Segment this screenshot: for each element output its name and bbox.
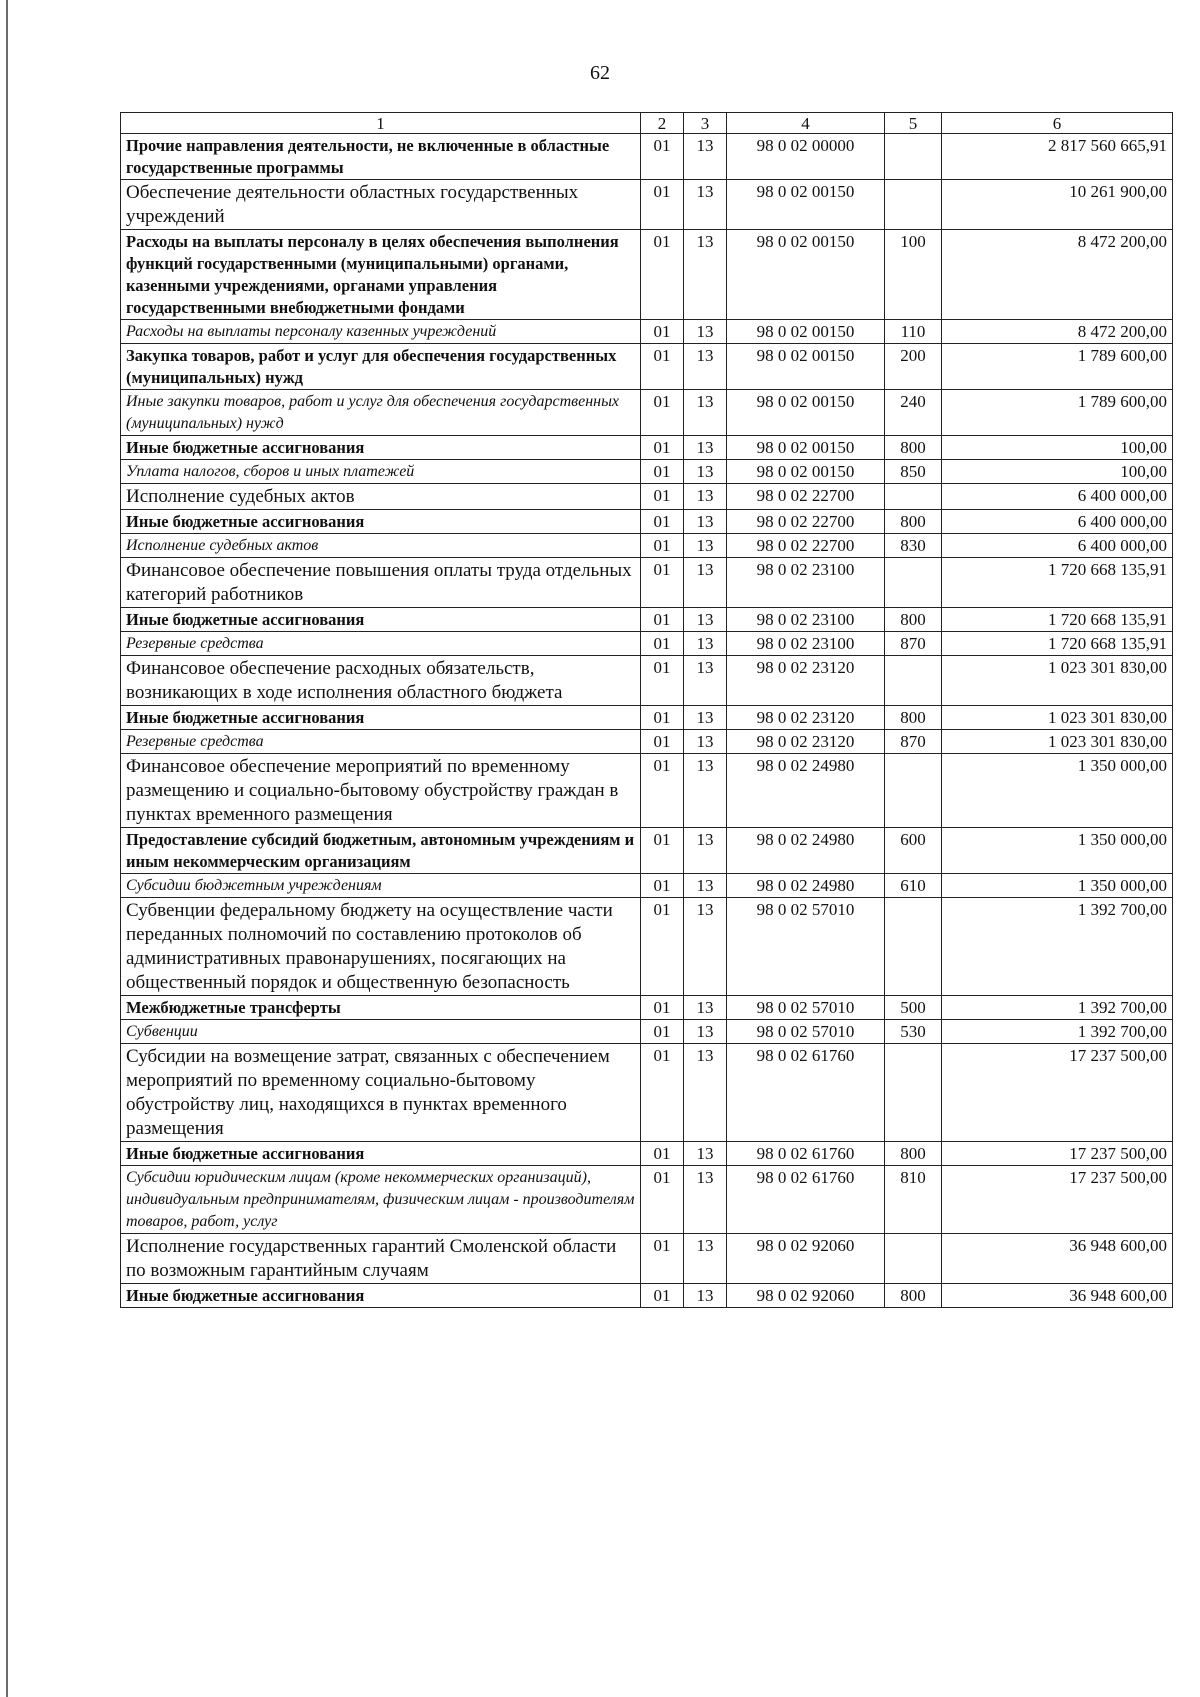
expense-type-cell: 600	[885, 828, 942, 874]
table-row	[121, 1284, 1173, 1308]
section-code-cell: 01	[641, 320, 684, 344]
subsection-code-cell: 13	[684, 230, 727, 320]
expense-type-cell	[885, 754, 942, 828]
expense-type-cell: 110	[885, 320, 942, 344]
expense-type-cell	[885, 484, 942, 510]
subsection-code-cell: 13	[684, 534, 727, 558]
header-col-6: 6	[942, 113, 1173, 134]
target-article-cell: 98 0 02 23100	[727, 632, 885, 656]
expense-type-cell: 800	[885, 510, 942, 534]
row-name-cell: Расходы на выплаты персоналу в целях обеспечения выполнения функций государственными (муниципальными) органами, казенными учреждениями, органами управления государственными внебюджетными фондами	[121, 230, 641, 320]
subsection-code-cell: 13	[684, 460, 727, 484]
section-code-cell: 01	[641, 1020, 684, 1044]
expense-type-cell	[885, 180, 942, 230]
target-article-cell: 98 0 02 00150	[727, 230, 885, 320]
amount-cell: 1 023 301 830,00	[942, 730, 1173, 754]
amount-cell: 1 720 668 135,91	[942, 558, 1173, 608]
table-row	[121, 706, 1173, 730]
amount-cell: 8 472 200,00	[942, 230, 1173, 320]
subsection-code-cell: 13	[684, 754, 727, 828]
table-row	[121, 656, 1173, 706]
target-article-cell: 98 0 02 24980	[727, 754, 885, 828]
section-code-cell: 01	[641, 898, 684, 996]
table-row	[121, 534, 1173, 558]
target-article-cell: 98 0 02 23100	[727, 608, 885, 632]
section-code-cell: 01	[641, 344, 684, 390]
table-row	[121, 1142, 1173, 1166]
target-article-cell: 98 0 02 57010	[727, 898, 885, 996]
section-code-cell: 01	[641, 1284, 684, 1308]
subsection-code-cell: 13	[684, 558, 727, 608]
table-row	[121, 320, 1173, 344]
table-row	[121, 754, 1173, 828]
amount-cell: 36 948 600,00	[942, 1284, 1173, 1308]
section-code-cell: 01	[641, 874, 684, 898]
target-article-cell: 98 0 02 92060	[727, 1234, 885, 1284]
amount-cell: 1 023 301 830,00	[942, 706, 1173, 730]
section-code-cell: 01	[641, 1166, 684, 1234]
target-article-cell: 98 0 02 57010	[727, 996, 885, 1020]
amount-cell: 36 948 600,00	[942, 1234, 1173, 1284]
target-article-cell: 98 0 02 00150	[727, 180, 885, 230]
amount-cell: 1 789 600,00	[942, 390, 1173, 436]
amount-cell: 100,00	[942, 436, 1173, 460]
amount-cell: 17 237 500,00	[942, 1044, 1173, 1142]
table-row	[121, 1044, 1173, 1142]
scan-edge-line	[6, 0, 8, 1697]
expense-type-cell: 800	[885, 1284, 942, 1308]
amount-cell: 1 023 301 830,00	[942, 656, 1173, 706]
table-row	[121, 460, 1173, 484]
amount-cell: 1 720 668 135,91	[942, 608, 1173, 632]
header-col-5: 5	[885, 113, 942, 134]
expense-type-cell: 810	[885, 1166, 942, 1234]
target-article-cell: 98 0 02 22700	[727, 510, 885, 534]
row-name-cell: Финансовое обеспечение мероприятий по временному размещению и социально-бытовому обустройству граждан в пунктах временного размещения	[121, 754, 641, 828]
amount-cell: 1 350 000,00	[942, 754, 1173, 828]
header-col-2: 2	[641, 113, 684, 134]
subsection-code-cell: 13	[684, 1020, 727, 1044]
amount-cell: 1 720 668 135,91	[942, 632, 1173, 656]
row-name-cell: Уплата налогов, сборов и иных платежей	[121, 460, 641, 484]
amount-cell: 1 789 600,00	[942, 344, 1173, 390]
table-row	[121, 828, 1173, 874]
table-row	[121, 1234, 1173, 1284]
amount-cell: 10 261 900,00	[942, 180, 1173, 230]
row-name-cell: Исполнение государственных гарантий Смоленской области по возможным гарантийным случаям	[121, 1234, 641, 1284]
expense-type-cell: 530	[885, 1020, 942, 1044]
section-code-cell: 01	[641, 828, 684, 874]
section-code-cell: 01	[641, 1044, 684, 1142]
table-row	[121, 898, 1173, 996]
subsection-code-cell: 13	[684, 390, 727, 436]
subsection-code-cell: 13	[684, 632, 727, 656]
section-code-cell: 01	[641, 754, 684, 828]
budget-table	[120, 112, 1173, 1308]
table-row	[121, 134, 1173, 180]
target-article-cell: 98 0 02 57010	[727, 1020, 885, 1044]
row-name-cell: Финансовое обеспечение расходных обязательств, возникающих в ходе исполнения областного бюджета	[121, 656, 641, 706]
expense-type-cell: 500	[885, 996, 942, 1020]
target-article-cell: 98 0 02 24980	[727, 828, 885, 874]
expense-type-cell: 830	[885, 534, 942, 558]
row-name-cell: Исполнение судебных актов	[121, 484, 641, 510]
subsection-code-cell: 13	[684, 510, 727, 534]
expense-type-cell	[885, 898, 942, 996]
expense-type-cell: 610	[885, 874, 942, 898]
subsection-code-cell: 13	[684, 828, 727, 874]
subsection-code-cell: 13	[684, 996, 727, 1020]
row-name-cell: Финансовое обеспечение повышения оплаты труда отдельных категорий работников	[121, 558, 641, 608]
section-code-cell: 01	[641, 510, 684, 534]
amount-cell: 1 350 000,00	[942, 874, 1173, 898]
expense-type-cell: 800	[885, 706, 942, 730]
amount-cell: 6 400 000,00	[942, 510, 1173, 534]
amount-cell: 1 392 700,00	[942, 996, 1173, 1020]
amount-cell: 2 817 560 665,91	[942, 134, 1173, 180]
subsection-code-cell: 13	[684, 1044, 727, 1142]
expense-type-cell: 870	[885, 730, 942, 754]
section-code-cell: 01	[641, 730, 684, 754]
subsection-code-cell: 13	[684, 1166, 727, 1234]
expense-type-cell: 100	[885, 230, 942, 320]
section-code-cell: 01	[641, 180, 684, 230]
table-row	[121, 230, 1173, 320]
row-name-cell: Прочие направления деятельности, не включенные в областные государственные программы	[121, 134, 641, 180]
row-name-cell: Исполнение судебных актов	[121, 534, 641, 558]
subsection-code-cell: 13	[684, 484, 727, 510]
table-row	[121, 1020, 1173, 1044]
section-code-cell: 01	[641, 1142, 684, 1166]
amount-cell: 1 350 000,00	[942, 828, 1173, 874]
subsection-code-cell: 13	[684, 730, 727, 754]
section-code-cell: 01	[641, 1234, 684, 1284]
subsection-code-cell: 13	[684, 320, 727, 344]
expense-type-cell	[885, 134, 942, 180]
subsection-code-cell: 13	[684, 1284, 727, 1308]
target-article-cell: 98 0 02 23120	[727, 730, 885, 754]
row-name-cell: Резервные средства	[121, 632, 641, 656]
target-article-cell: 98 0 02 00000	[727, 134, 885, 180]
target-article-cell: 98 0 02 00150	[727, 320, 885, 344]
row-name-cell: Иные бюджетные ассигнования	[121, 706, 641, 730]
target-article-cell: 98 0 02 00150	[727, 344, 885, 390]
section-code-cell: 01	[641, 608, 684, 632]
expense-type-cell: 240	[885, 390, 942, 436]
target-article-cell: 98 0 02 00150	[727, 460, 885, 484]
expense-type-cell: 800	[885, 608, 942, 632]
table-row	[121, 484, 1173, 510]
subsection-code-cell: 13	[684, 706, 727, 730]
target-article-cell: 98 0 02 22700	[727, 484, 885, 510]
row-name-cell: Резервные средства	[121, 730, 641, 754]
row-name-cell: Иные бюджетные ассигнования	[121, 1142, 641, 1166]
amount-cell: 1 392 700,00	[942, 898, 1173, 996]
row-name-cell: Субвенции	[121, 1020, 641, 1044]
expense-type-cell: 200	[885, 344, 942, 390]
expense-type-cell	[885, 1044, 942, 1142]
target-article-cell: 98 0 02 23120	[727, 706, 885, 730]
expense-type-cell	[885, 1234, 942, 1284]
target-article-cell: 98 0 02 00150	[727, 436, 885, 460]
target-article-cell: 98 0 02 23100	[727, 558, 885, 608]
subsection-code-cell: 13	[684, 656, 727, 706]
expense-type-cell	[885, 558, 942, 608]
section-code-cell: 01	[641, 484, 684, 510]
section-code-cell: 01	[641, 436, 684, 460]
table-row	[121, 344, 1173, 390]
subsection-code-cell: 13	[684, 1142, 727, 1166]
expense-type-cell: 800	[885, 436, 942, 460]
row-name-cell: Иные бюджетные ассигнования	[121, 510, 641, 534]
row-name-cell: Межбюджетные трансферты	[121, 996, 641, 1020]
row-name-cell: Расходы на выплаты персоналу казенных учреждений	[121, 320, 641, 344]
amount-cell: 6 400 000,00	[942, 534, 1173, 558]
section-code-cell: 01	[641, 558, 684, 608]
table-row	[121, 1166, 1173, 1234]
table-row	[121, 730, 1173, 754]
table-row	[121, 608, 1173, 632]
page-number: 62	[590, 62, 610, 84]
table-row	[121, 632, 1173, 656]
row-name-cell: Обеспечение деятельности областных государственных учреждений	[121, 180, 641, 230]
target-article-cell: 98 0 02 24980	[727, 874, 885, 898]
section-code-cell: 01	[641, 706, 684, 730]
table-header-row	[121, 113, 1173, 134]
row-name-cell: Субсидии бюджетным учреждениям	[121, 874, 641, 898]
row-name-cell: Субсидии на возмещение затрат, связанных с обеспечением мероприятий по временному социально-бытовому обустройству лиц, находящихся в пунктах временного размещения	[121, 1044, 641, 1142]
row-name-cell: Предоставление субсидий бюджетным, автономным учреждениям и иным некоммерческим организациям	[121, 828, 641, 874]
section-code-cell: 01	[641, 996, 684, 1020]
section-code-cell: 01	[641, 390, 684, 436]
amount-cell: 17 237 500,00	[942, 1166, 1173, 1234]
row-name-cell: Субвенции федеральному бюджету на осуществление части переданных полномочий по составлению протоколов об административных правонарушениях, посягающих на общественный порядок и общественную безопасность	[121, 898, 641, 996]
expense-type-cell: 870	[885, 632, 942, 656]
subsection-code-cell: 13	[684, 344, 727, 390]
header-col-1: 1	[121, 113, 641, 134]
amount-cell: 17 237 500,00	[942, 1142, 1173, 1166]
amount-cell: 8 472 200,00	[942, 320, 1173, 344]
expense-type-cell: 850	[885, 460, 942, 484]
amount-cell: 100,00	[942, 460, 1173, 484]
amount-cell: 6 400 000,00	[942, 484, 1173, 510]
section-code-cell: 01	[641, 230, 684, 320]
table-row	[121, 510, 1173, 534]
table-row	[121, 180, 1173, 230]
section-code-cell: 01	[641, 460, 684, 484]
row-name-cell: Субсидии юридическим лицам (кроме некоммерческих организаций), индивидуальным предпринимателям, физическим лицам - производителям товаров, работ, услуг	[121, 1166, 641, 1234]
section-code-cell: 01	[641, 534, 684, 558]
row-name-cell: Иные закупки товаров, работ и услуг для обеспечения государственных (муниципальных) нужд	[121, 390, 641, 436]
expense-type-cell	[885, 656, 942, 706]
subsection-code-cell: 13	[684, 898, 727, 996]
header-col-3: 3	[684, 113, 727, 134]
section-code-cell: 01	[641, 656, 684, 706]
subsection-code-cell: 13	[684, 436, 727, 460]
target-article-cell: 98 0 02 61760	[727, 1142, 885, 1166]
subsection-code-cell: 13	[684, 874, 727, 898]
row-name-cell: Иные бюджетные ассигнования	[121, 436, 641, 460]
target-article-cell: 98 0 02 92060	[727, 1284, 885, 1308]
table-row	[121, 436, 1173, 460]
table-row	[121, 874, 1173, 898]
row-name-cell: Закупка товаров, работ и услуг для обеспечения государственных (муниципальных) нужд	[121, 344, 641, 390]
section-code-cell: 01	[641, 134, 684, 180]
subsection-code-cell: 13	[684, 134, 727, 180]
target-article-cell: 98 0 02 00150	[727, 390, 885, 436]
target-article-cell: 98 0 02 61760	[727, 1044, 885, 1142]
target-article-cell: 98 0 02 23120	[727, 656, 885, 706]
table-row	[121, 390, 1173, 436]
table-row	[121, 558, 1173, 608]
row-name-cell: Иные бюджетные ассигнования	[121, 1284, 641, 1308]
row-name-cell: Иные бюджетные ассигнования	[121, 608, 641, 632]
subsection-code-cell: 13	[684, 180, 727, 230]
subsection-code-cell: 13	[684, 1234, 727, 1284]
target-article-cell: 98 0 02 22700	[727, 534, 885, 558]
expense-type-cell: 800	[885, 1142, 942, 1166]
table-row	[121, 996, 1173, 1020]
subsection-code-cell: 13	[684, 608, 727, 632]
amount-cell: 1 392 700,00	[942, 1020, 1173, 1044]
section-code-cell: 01	[641, 632, 684, 656]
header-col-4: 4	[727, 113, 885, 134]
target-article-cell: 98 0 02 61760	[727, 1166, 885, 1234]
